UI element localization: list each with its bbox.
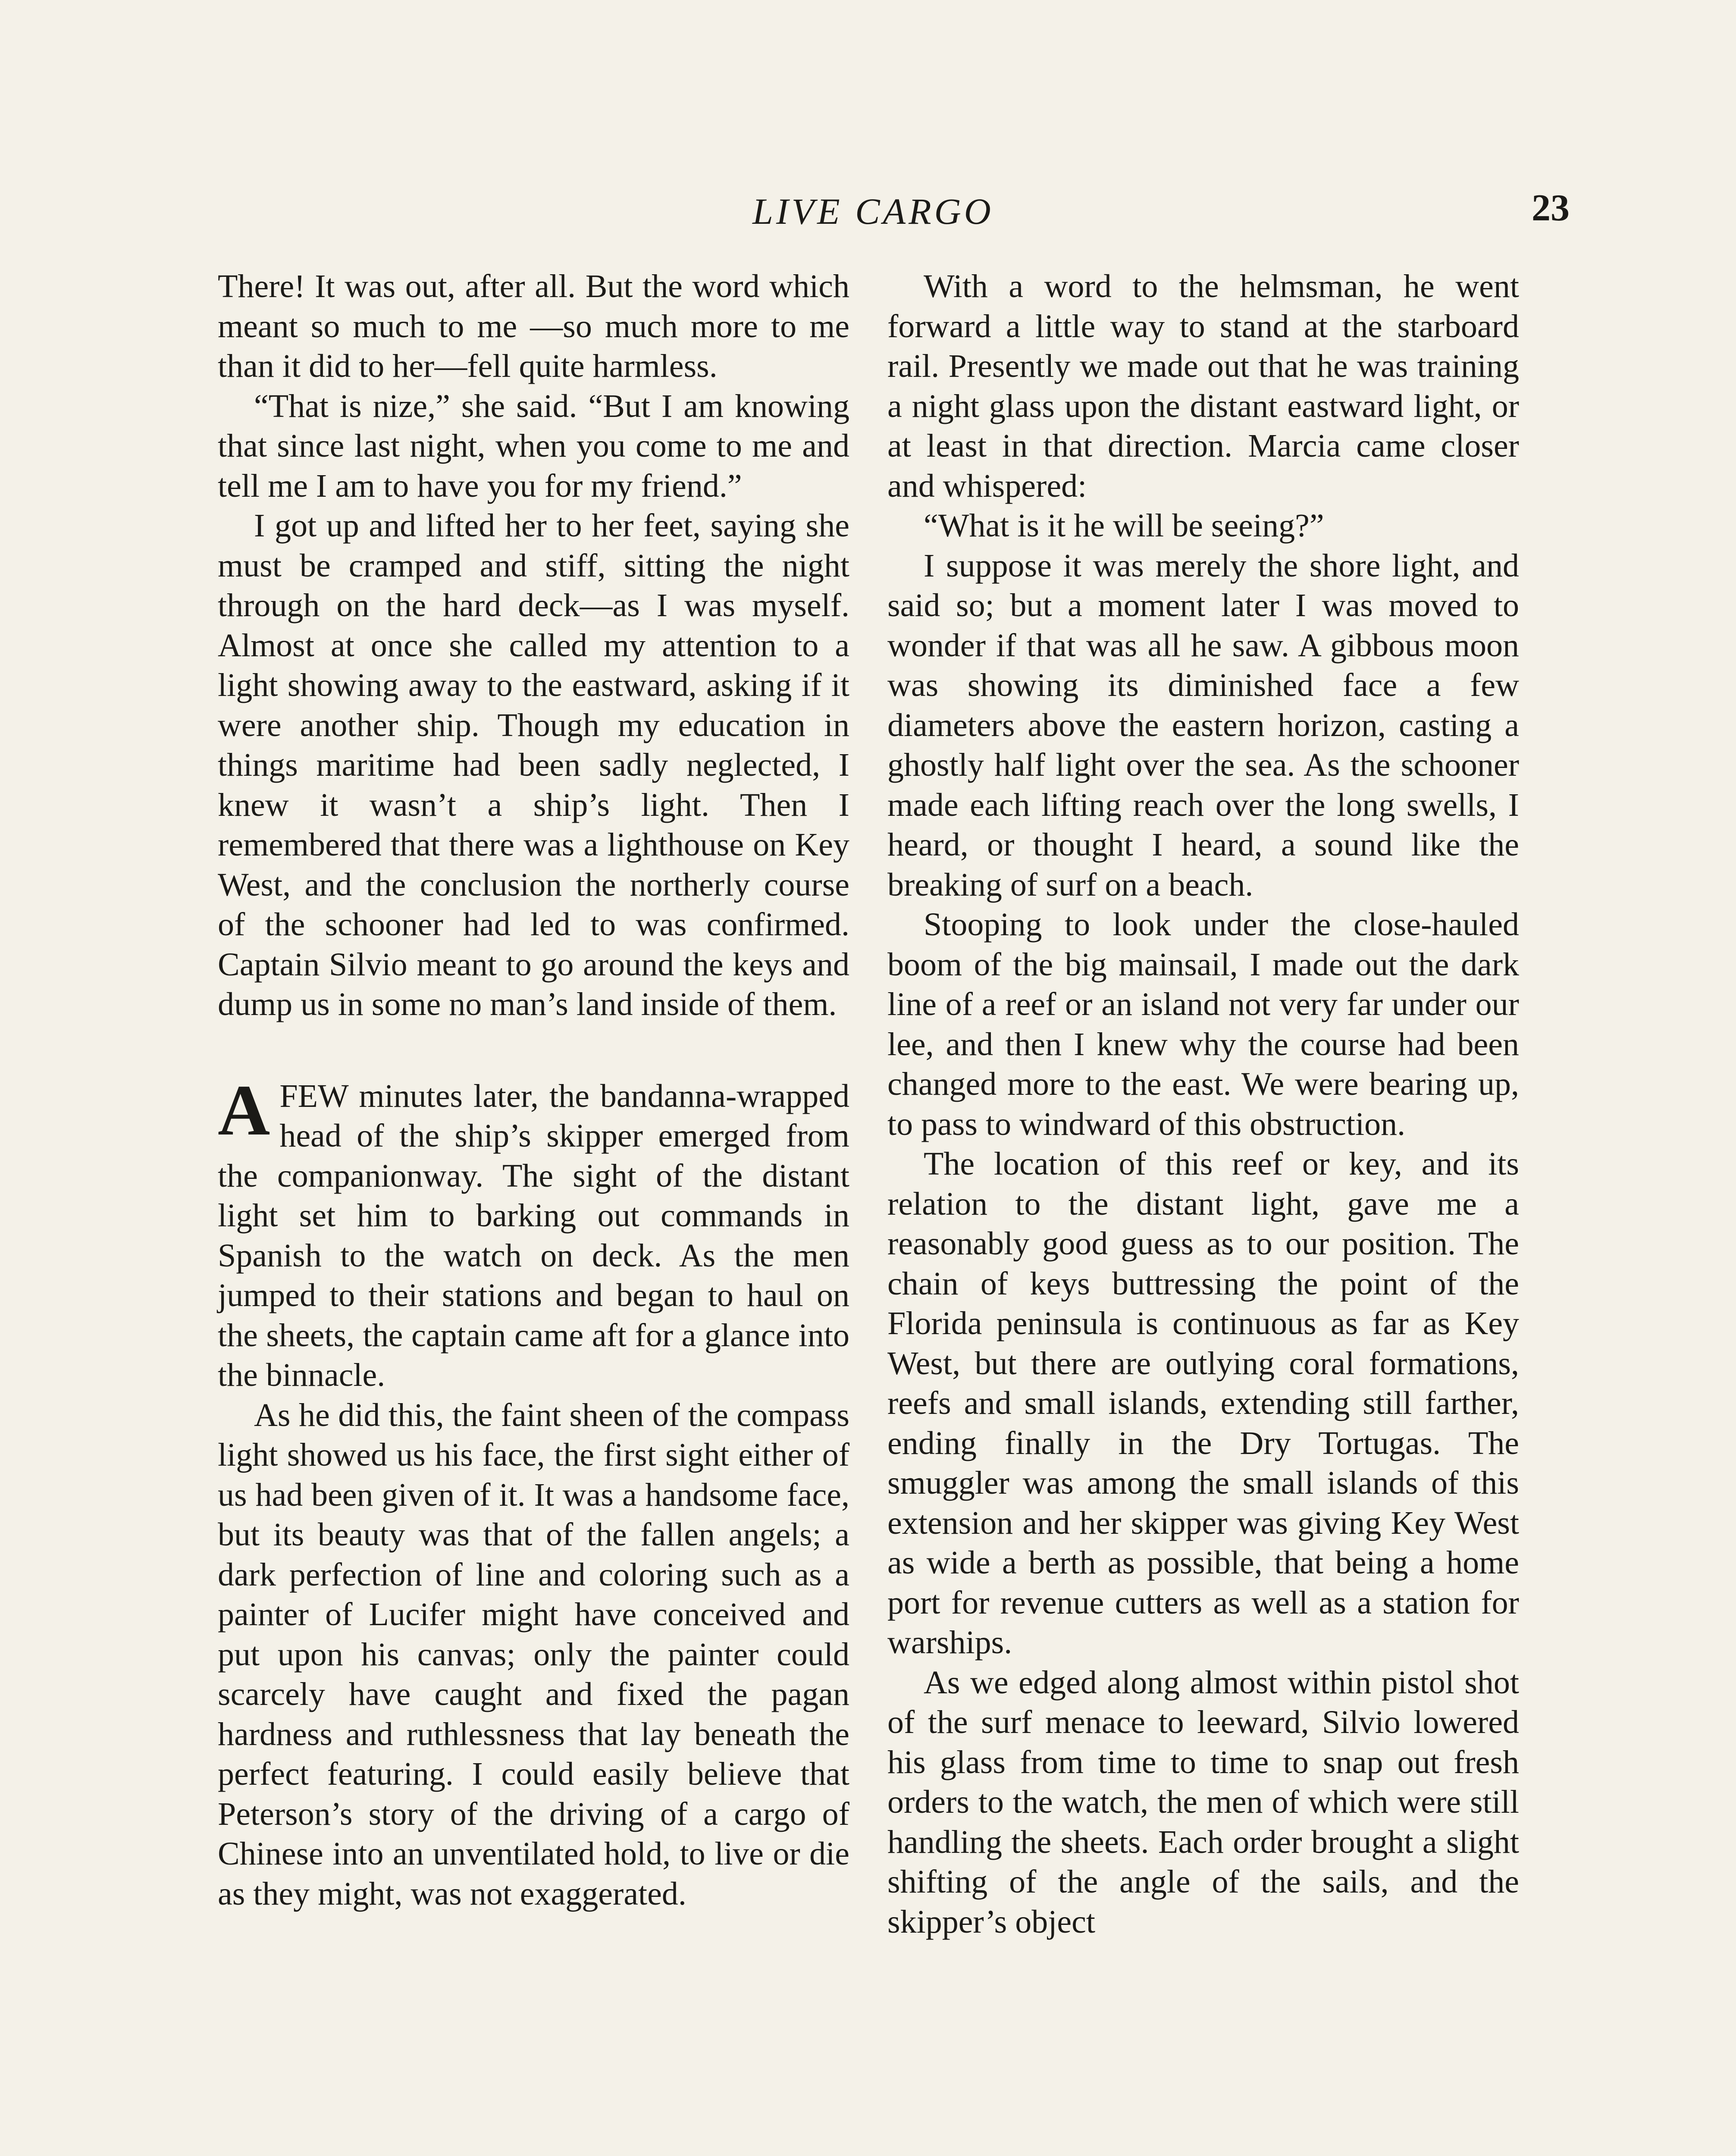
right-column — [887, 266, 1519, 1942]
paragraph: I got up and lifted her to her feet, saying she must be cramped and stiff, sitting the night through on the hard deck—as I was myself. Almost at once she called my attention to a light showing away to the eastward, asking if it were another ship. Though my education in things maritime had been sadly neglected, I knew it wasn’t a ship’s light. Then I remembered that there was a lighthouse on Key West, and the conclusion the northerly course of the schooner had led to was confirmed. Captain Silvio meant to go around the keys and dump us in some no man’s land inside of them. — [218, 508, 849, 1022]
page-number: 23 — [1532, 187, 1570, 229]
paragraph: I suppose it was merely the shore light, and said so; but a moment later I was moved to wonder if that was all he saw. A gibbous moon was showing its diminished face a few diameters above the eastern horizon, casting a ghostly half light over the sea. As the schooner made each lifting reach over the long swells, I heard, or thought I heard, a sound like the breaking of surf on a beach. — [887, 547, 1519, 903]
paragraph: “What is it he will be seeing?” — [924, 508, 1324, 544]
paragraph: With a word to the helmsman, he went forward a little way to stand at the starboard rail. Presently we made out that he was training a night glass upon the distant eastward light, or at least in that direction. Marcia came closer and whispered: — [887, 268, 1519, 504]
paragraph: The location of this reef or key, and its relation to the distant light, gave me a reasonably good guess as to our position. The chain of keys buttressing the point of the Florida peninsula is continuous as far as Key West, but there are outlying coral formations, reefs and small islands, extending still farther, ending finally in the Dry Tortugas. The smuggler was among the small islands of this extension and her skipper was giving Key West as wide a berth as possible, that being a home port for revenue cutters as well as a station for warships. — [887, 1146, 1519, 1661]
paragraph-text: FEW minutes later, the bandanna-wrapped head of the ship’s skipper emerged from the companionway. The sight of the distant light set him to barking out commands in Spanish to the watch on deck. As the men jumped to their stations and began to haul on the sheets, the captain came aft for a glance into the binnacle. — [218, 1078, 849, 1393]
paragraph: There! It was out, after all. But the word which meant so much to me —so much more to me than it did to her—fell quite harmless. — [218, 268, 849, 384]
section-break — [218, 1025, 849, 1076]
paragraph: As we edged along almost within pistol shot of the surf menace to leeward, Silvio lowered his glass from time to time to snap out fresh orders to the watch, the men of which were still handling the sheets. Each order brought a slight shifting of the angle of the sails, and the skipper’s object — [887, 1664, 1519, 1940]
paragraph: As he did this, the faint sheen of the compass light showed us his face, the first sight either of us had been given of it. It was a handsome face, but its beauty was that of the fallen angels; a dark perfection of line and coloring such as a painter of Lucifer might have conceived and put upon his canvas; only the painter could scarcely have caught and fixed the pagan hardness and ruthlessness that lay beneath the perfect featuring. I could easily believe that Peterson’s story of the driving of a cargo of Chinese into an unventilated hold, to live or die as they might, was not exaggerated. — [218, 1397, 849, 1912]
running-title: LIVE CARGO — [752, 191, 994, 232]
left-column — [218, 266, 849, 1914]
drop-cap: A — [218, 1070, 270, 1150]
paragraph: Stooping to look under the close-hauled boom of the big mainsail, I made out the dark line of a reef or an island not very far under our lee, and then I knew why the course had been changed more to the east. We were bearing up, to pass to windward of this obstruction. — [887, 906, 1519, 1142]
paragraph: “That is nize,” she said. “But I am knowing that since last night, when you come to me and tell me I am to have you for my friend.” — [218, 388, 849, 504]
paragraph-with-dropcap — [218, 1070, 849, 1395]
